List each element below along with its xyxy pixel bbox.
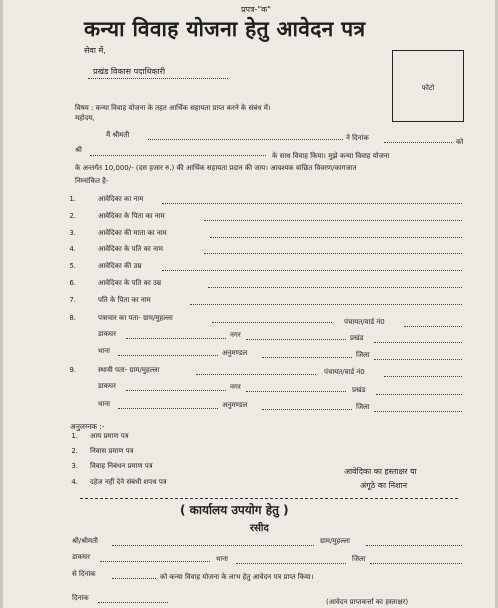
scan-left-edge	[0, 0, 3, 608]
block-label: प्रखंड	[350, 334, 364, 342]
block-blank	[374, 342, 462, 343]
town-label: नगर	[230, 331, 241, 339]
attachments-heading: अनुलग्नक :-	[70, 422, 105, 431]
item-number: 9.	[69, 366, 76, 374]
receipt-village-blank	[366, 545, 462, 546]
addressee-underline	[88, 78, 228, 79]
item-blank	[162, 203, 462, 204]
cut-line	[80, 498, 458, 499]
receipt-name-label: श्री/श्रीमती	[72, 537, 98, 545]
subdivision-blank	[262, 357, 352, 358]
item-blank	[190, 304, 462, 305]
panchayat-blank	[384, 376, 462, 377]
item-blank	[162, 270, 462, 271]
item-number: 2.	[69, 212, 76, 220]
para-2b: के साथ विवाह किया। मुझे कन्या विवाह योजना	[272, 152, 390, 160]
post-office-blank	[126, 390, 226, 391]
attachment-residence-certificate: निवास प्रमाण पत्र	[90, 447, 134, 455]
receipt-post-office-blank	[100, 561, 210, 562]
receipt-district-blank	[370, 563, 462, 564]
item-number: 7.	[69, 296, 76, 304]
receiver-signature-label: (आवेदन प्राप्तकर्त्ता का हस्ताक्षर)	[326, 598, 409, 606]
police-station-label: थाना	[98, 400, 110, 408]
town-blank	[246, 391, 346, 392]
para-1c: को	[456, 138, 464, 146]
para-3: के अन्तर्गत 10,000/- (दस हजार रु.) की आर्थिक सहायता प्रदान की जाय। आवश्यक वांछित विवरण/कागजात	[75, 164, 357, 172]
thumb-impression-label: अंगूठे का निशान	[360, 481, 408, 490]
receipt-date-blank	[112, 578, 156, 579]
police-station-label: थाना	[98, 347, 110, 355]
receipt-heading: रसीद	[250, 523, 269, 534]
applicant-name-blank	[148, 139, 343, 140]
item-label-mother-name: आवेदिका की माता का नाम	[98, 229, 167, 237]
photo-box	[392, 50, 464, 122]
item-number: 1.	[69, 195, 76, 203]
item-label-father-name: आवेदिका के पिता का नाम	[98, 212, 165, 220]
address-blank	[212, 322, 332, 323]
subdivision-blank	[262, 409, 352, 410]
police-station-blank	[118, 408, 218, 409]
receipt-police-station-label: थाना	[216, 555, 228, 563]
para-1b: ने दिनांक	[346, 134, 369, 142]
item-blank	[204, 220, 462, 221]
attachment-number: 2.	[71, 447, 78, 455]
item-blank	[208, 287, 462, 288]
page-title: कन्या विवाह योजना हेतु आवेदन पत्र	[84, 17, 366, 41]
subdivision-label: अनुमण्डल	[222, 349, 248, 357]
receipt-date-label: से दिनांक	[72, 570, 96, 578]
item-number: 8.	[69, 314, 76, 322]
item-number: 4.	[69, 245, 76, 253]
block-label: प्रखंड	[352, 386, 366, 394]
town-blank	[246, 339, 346, 340]
receipt-issue-date-label: दिनांक	[72, 594, 89, 602]
item-label-husband-age: आवेदिका के पति का उम्र	[98, 279, 162, 287]
item-number: 3.	[69, 229, 76, 237]
subdivision-label: अनुमण्डल	[222, 401, 248, 409]
attachment-number: 3.	[71, 462, 78, 470]
receipt-name-blank	[112, 545, 314, 546]
town-label: नगर	[230, 383, 241, 391]
husband-name-blank	[90, 155, 266, 156]
correspondence-address-label: पत्राचार का पता- ग्राम/मुहल्ला	[98, 314, 173, 322]
district-label: जिला	[356, 403, 370, 411]
receipt-statement: को कन्या विवाह योजना के लाभ हेतु आवेदन पत्र प्राप्त किया।	[160, 573, 314, 581]
para-4: निम्नांकित है-	[75, 177, 109, 185]
para-2a: श्री	[75, 146, 82, 154]
photo-label: फोटो	[421, 84, 435, 92]
form-label: प्रपत्र-"क"	[241, 5, 271, 14]
attachment-marriage-registration: विवाह निबंधन प्रमाण पत्र	[90, 462, 153, 470]
item-number: 6.	[69, 279, 76, 287]
post-office-blank	[126, 338, 226, 339]
attachment-number: 4.	[71, 478, 78, 486]
receipt-issue-date-blank	[98, 602, 168, 603]
subject-line: विषय : कन्या विवाह योजना के तहत आर्थिक सहायता प्राप्त करने के संबंध में।	[75, 104, 271, 112]
receipt-village-label: ग्राम/मुहल्ला	[320, 537, 350, 545]
office-use-heading: ( कार्यालय उपयोग हेतु )	[180, 503, 289, 517]
receipt-police-station-blank	[236, 563, 346, 564]
salutation: महोदय,	[75, 114, 95, 122]
item-label-father-in-law-name: पति के पिता का नाम	[98, 296, 151, 304]
police-station-blank	[118, 355, 218, 356]
item-label-applicant-age: आवेदिका की उम्र	[98, 262, 142, 270]
receipt-district-label: जिला	[352, 555, 366, 563]
panchayat-label: पंचायत/वार्ड नं0	[344, 318, 385, 326]
para-1a: मैं श्रीमती	[106, 131, 130, 139]
district-blank	[374, 411, 462, 412]
to-label: सेवा में,	[84, 46, 106, 55]
panchayat-blank	[404, 326, 462, 327]
applicant-signature-label: आवेदिका का हस्ताक्षर या	[344, 467, 417, 476]
attachment-income-certificate: आय प्रमाण पत्र	[90, 432, 129, 440]
marriage-date-blank	[384, 142, 452, 143]
item-label-husband-name: आवेदिका के पति का नाम	[98, 245, 163, 253]
address-blank	[196, 374, 316, 375]
item-label-applicant-name: आवेदिका का नाम	[98, 195, 144, 203]
addressee: प्रखंड विकास पदाधिकारी	[93, 67, 166, 76]
post-office-label: डाकघर	[98, 382, 116, 390]
panchayat-label: पंचायत/वार्ड नं0	[324, 368, 365, 376]
attachment-number: 1.	[71, 432, 78, 440]
permanent-address-label: स्थायी पता- ग्राम/मुहल्ला	[98, 366, 160, 374]
item-blank	[210, 237, 462, 238]
attachment-no-dowry-affidavit: दहेज नहीं देने संबंधी शपथ पत्र	[90, 478, 167, 486]
district-label: जिला	[356, 351, 370, 359]
item-number: 5.	[69, 262, 76, 270]
receipt-post-office-label: डाकघर	[72, 553, 90, 561]
block-blank	[376, 394, 462, 395]
item-blank	[204, 253, 462, 254]
district-blank	[374, 359, 462, 360]
post-office-label: डाकघर	[98, 330, 116, 338]
